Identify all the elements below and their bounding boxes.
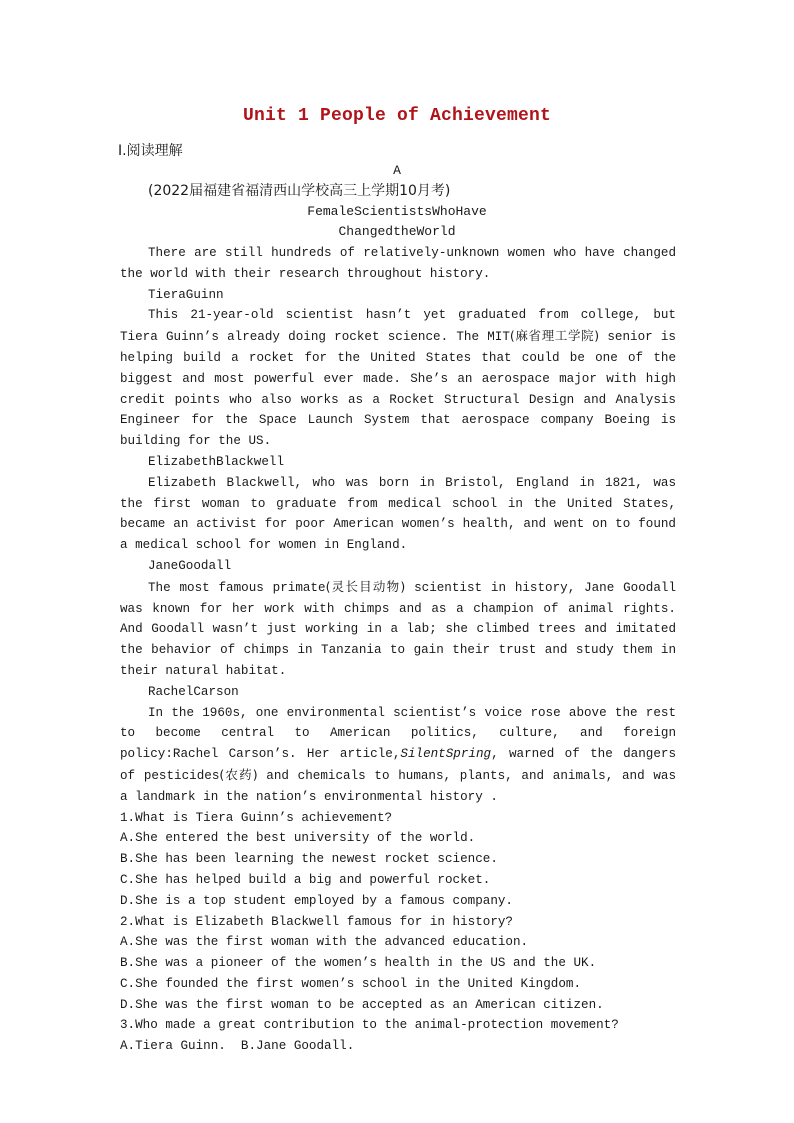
passage-label: A xyxy=(393,163,401,178)
question-line: 3.Who made a great contribution to the animal-protection movement? xyxy=(120,1018,619,1033)
paragraph-goodall: The most famous primate(灵长目动物) scientist in history, Jane Goodall was known for her work with chimps and as a champion of animal rights. And Goodall wasn’t just working in a lab; she climbed trees and imitated the behavior of chimps in Tanzania to gain their trust and study them in their natural habitat. xyxy=(120,578,677,678)
scientist-name-blackwell: ElizabethBlackwell xyxy=(148,454,285,469)
passage-title-line-1: FemaleScientistsWhoHave xyxy=(307,204,487,219)
option-line: B.She was a pioneer of the women’s health in the US and the UK. xyxy=(120,956,597,971)
scientist-name-goodall: JaneGoodall xyxy=(148,558,232,573)
option-line: A.She entered the best university of the world. xyxy=(120,831,476,846)
intro-paragraph: There are still hundreds of relatively-unknown women who have changed the world with their research throughout history. xyxy=(120,246,676,281)
passage-title-line-2: ChangedtheWorld xyxy=(338,224,456,239)
option-line: A.She was the first woman with the advanced education. xyxy=(120,935,529,950)
paragraph-carson: In the 1960s, one environmental scientist’s voice rose above the rest to become central to American politics, culture, and foreign policy:Rachel Carson’s. Her article,SilentSpring, warned of the dangers of pesticides(农药) and chemicals to humans, plants, and animals, and was a landmark in the nation’s environmental history . xyxy=(120,705,676,804)
scientist-name-carson: RachelCarson xyxy=(148,684,239,699)
option-line: A.Tiera Guinn. B.Jane Goodall. xyxy=(120,1039,355,1054)
scientist-name-guinn: TieraGuinn xyxy=(148,287,224,302)
page-title: Unit 1 People of Achievement xyxy=(242,106,552,126)
section-heading: Ⅰ.阅读理解 xyxy=(118,143,183,159)
option-line: C.She has helped build a big and powerful rocket. xyxy=(120,872,491,887)
option-line: D.She is a top student employed by a famous company. xyxy=(120,893,513,908)
option-line: B.She has been learning the newest rocket science. xyxy=(120,852,498,867)
passage-body xyxy=(120,243,676,1057)
question-line: 2.What is Elizabeth Blackwell famous for in history? xyxy=(120,914,513,929)
paragraph-guinn: This 21-year-old scientist hasn’t yet graduated from college, but Tiera Guinn’s already doing rocket science. The MIT(麻省理工学院) senior is helping build a rocket for the United States that could be one of the biggest and most powerful ever made. She’s an aerospace major with high credit points who also works as a Rocket Structural Design and Analysis Engineer for the Space Launch System that aerospace company Boeing is building for the US. xyxy=(120,308,676,449)
paragraph-blackwell: Elizabeth Blackwell, who was born in Bristol, England in 1821, was the first woman to graduate from medical school in the United States, became an activist for poor American women’s health, and went on to found a medical school for women in England. xyxy=(120,475,676,553)
source-note: (2022届福建省福清西山学校高三上学期10月考) xyxy=(148,183,451,199)
question-line: 1.What is Tiera Guinn’s achievement? xyxy=(120,810,393,825)
option-line: D.She was the first woman to be accepted as an American citizen. xyxy=(120,997,604,1012)
option-line: C.She founded the first women’s school in the United Kingdom. xyxy=(120,976,582,991)
